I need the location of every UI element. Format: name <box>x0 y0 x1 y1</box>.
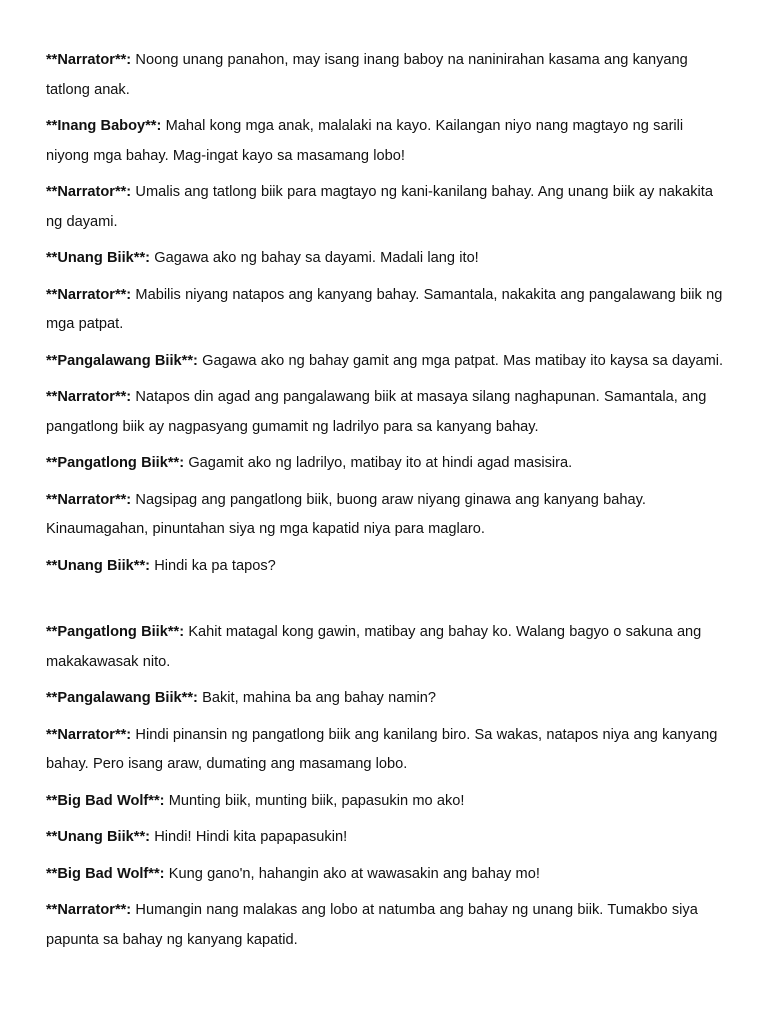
dialogue-line <box>46 383 728 442</box>
dialogue-line <box>46 684 728 714</box>
dialogue-text: Mabilis niyang natapos ang kanyang bahay. Samantala, nakakita ang pangalawang biik ng mga patpat. <box>46 286 723 332</box>
speaker-label: **Unang Biik**: <box>46 250 150 266</box>
speaker-label: **Narrator**: <box>46 286 132 303</box>
dialogue-line <box>46 823 728 853</box>
dialogue-text: Gagamit ako ng ladrilyo, matibay ito at hindi agad masisira. <box>184 455 573 471</box>
speaker-label: **Unang Biik**: <box>46 829 150 845</box>
dialogue-text: Kung gano'n, hahangin ako at wawasakin ang bahay mo! <box>164 865 540 882</box>
dialogue-text: Munting biik, munting biik, papasukin mo ako! <box>164 792 465 809</box>
speaker-label: **Narrator**: <box>46 389 132 405</box>
dialogue-text: Nagsipag ang pangatlong biik, buong araw niyang ginawa ang kanyang bahay. Kinaumagahan, pinuntahan siya ng mga kapatid niya para maglaro. <box>46 491 646 537</box>
dialogue-text: Humangin nang malakas ang lobo at natumba ang bahay ng unang biik. Tumakbo siya papunta sa bahay ng kanyang kapatid. <box>46 902 698 948</box>
dialogue-text: Umalis ang tatlong biik para magtayo ng kani-kanilang bahay. Ang unang biik ay nakakita ng dayami. <box>46 184 713 230</box>
speaker-label: **Inang Baboy**: <box>46 118 162 134</box>
dialogue-line <box>46 46 728 105</box>
dialogue-line <box>46 552 728 582</box>
dialogue-line <box>46 896 728 955</box>
speaker-label: **Narrator**: <box>46 902 132 918</box>
speaker-label: **Unang Biik**: <box>46 557 150 574</box>
dialogue-line <box>46 244 728 274</box>
dialogue-text: Gagawa ako ng bahay gamit ang mga patpat. Mas matibay ito kaysa sa dayami. <box>197 352 724 369</box>
dialogue-line <box>46 112 728 171</box>
speaker-label: **Big Bad Wolf**: <box>46 792 165 809</box>
speaker-label: **Pangalawang Biik**: <box>46 690 198 706</box>
speaker-label: **Narrator**: <box>46 726 132 743</box>
speaker-label: **Big Bad Wolf**: <box>46 865 165 882</box>
dialogue-text: Kahit matagal kong gawin, matibay ang bahay ko. Walang bagyo o sakuna ang makakawasak nito. <box>46 624 702 670</box>
speaker-label: **Pangatlong Biik**: <box>46 624 185 640</box>
dialogue-text: Noong unang panahon, may isang inang baboy na naninirahan kasama ang kanyang tatlong anak. <box>46 52 688 98</box>
speaker-label: **Pangatlong Biik**: <box>46 455 185 471</box>
dialogue-line <box>46 281 728 340</box>
dialogue-text: Hindi pinansin ng pangatlong biik ang kanilang biro. Sa wakas, natapos niya ang kanyang bahay. Pero isang araw, dumating ang masamang lobo. <box>46 726 718 772</box>
dialogue-line <box>46 486 728 545</box>
dialogue-line <box>46 860 728 890</box>
speaker-label: **Narrator**: <box>46 491 132 508</box>
dialogue-line <box>46 347 728 377</box>
dialogue-line <box>46 787 728 817</box>
dialogue-line <box>46 618 728 677</box>
speaker-label: **Pangalawang Biik**: <box>46 352 198 369</box>
dialogue-text: Gagawa ako ng bahay sa dayami. Madali lang ito! <box>150 250 479 266</box>
dialogue-text: Natapos din agad ang pangalawang biik at masaya silang naghapunan. Samantala, ang pangatlong biik ay nagpasyang gumamit ng ladrilyo para sa kanyang bahay. <box>46 389 707 435</box>
dialogue-text: Mahal kong mga anak, malalaki na kayo. Kailangan niyo nang magtayo ng sarili niyong mga bahay. Mag-ingat kayo sa masamang lobo! <box>46 118 684 164</box>
dialogue-text: Hindi ka pa tapos? <box>150 557 276 574</box>
dialogue-text: Hindi! Hindi kita papapasukin! <box>150 829 348 845</box>
speaker-label: **Narrator**: <box>46 52 132 68</box>
dialogue-line <box>46 178 728 237</box>
dialogue-line <box>46 449 728 479</box>
speaker-label: **Narrator**: <box>46 184 132 200</box>
dialogue-text: Bakit, mahina ba ang bahay namin? <box>197 690 436 706</box>
dialogue-line <box>46 721 728 780</box>
